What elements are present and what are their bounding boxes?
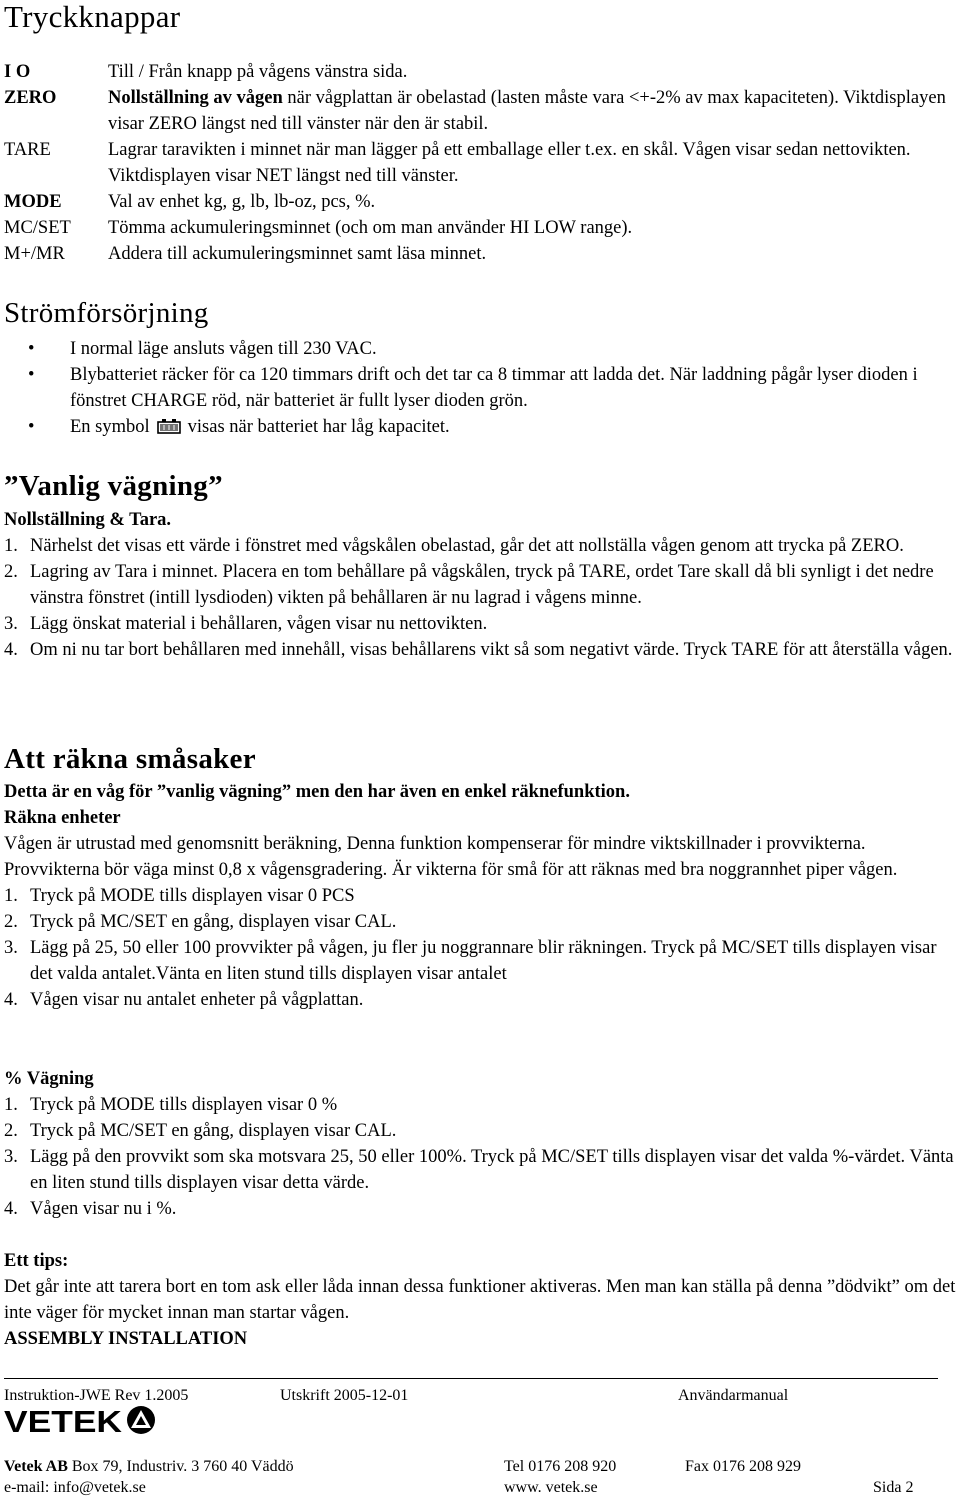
item-text: Lägg på den provvikt som ska motsvara 25, 50 eller 100%. Tryck på MC/SET tills displayen visar det valda %-värdet. Vänta en liten stund tills displayen visar detta värde. xyxy=(30,1147,954,1193)
item-number: 3. xyxy=(4,1147,18,1167)
item-number: 4. xyxy=(4,640,18,660)
list-item xyxy=(4,533,956,559)
weighing-heading: ”Vanlig vägning” xyxy=(4,470,223,502)
item-number: 1. xyxy=(4,886,18,906)
key-desc xyxy=(108,85,954,137)
item-number: 4. xyxy=(4,1199,18,1219)
list-item xyxy=(4,1092,956,1118)
power-list xyxy=(4,336,956,440)
key-name: MODE xyxy=(4,192,62,212)
item-text: Lagring av Tara i minnet. Placera en tom behållare på vågskålen, tryck på TARE, ordet Tare skall då bli synligt i det nedre vänstra fönstret (intill lysdioden) vikten på behållaren är nu lagrad i vågens minne. xyxy=(30,562,934,608)
item-text: Tryck på MODE tills displayen visar 0 % xyxy=(30,1095,338,1115)
bullet-icon: • xyxy=(28,417,35,437)
list-item xyxy=(4,559,956,611)
item-text: Tryck på MC/SET en gång, displayen visar CAL. xyxy=(30,1121,397,1141)
item-number: 2. xyxy=(4,1121,18,1141)
footer-web[interactable]: www. vetek.se xyxy=(504,1479,598,1496)
key-row-mmr xyxy=(4,241,954,267)
list-item-text: I normal läge ansluts vågen till 230 VAC. xyxy=(70,339,377,359)
item-text: Vågen visar nu i %. xyxy=(30,1199,177,1219)
key-name: TARE xyxy=(4,140,51,160)
footer-print: Utskrift 2005-12-01 xyxy=(280,1387,409,1404)
list-item xyxy=(4,637,956,663)
footer-company xyxy=(4,1457,294,1477)
item-number: 3. xyxy=(4,614,18,634)
list-item xyxy=(4,414,956,440)
percent-section xyxy=(4,1066,956,1222)
list-item xyxy=(4,935,956,987)
list-item xyxy=(4,987,956,1013)
item-text: Lägg önskat material i behållaren, vågen visar nu nettovikten. xyxy=(30,614,488,634)
list-item xyxy=(4,1196,956,1222)
power-heading: Strömförsörjning xyxy=(4,297,209,329)
list-item xyxy=(4,883,956,909)
bullet-icon: • xyxy=(28,339,35,359)
item-text: Om ni nu tar bort behållaren med innehåll, visas behållarens vikt så som negativt värde. Tryck TARE för att återställa vågen. xyxy=(30,640,953,660)
list-item xyxy=(4,611,956,637)
assembly-heading: ASSEMBLY INSTALLATION xyxy=(4,1329,248,1349)
footer-email[interactable]: e-mail: info@vetek.se xyxy=(4,1479,146,1496)
key-desc: Addera till ackumuleringsminnet samt läsa minnet. xyxy=(108,244,487,264)
button-list xyxy=(4,59,954,267)
footer-tel: Tel 0176 208 920 xyxy=(504,1458,617,1475)
battery-low-icon xyxy=(156,418,182,434)
list-item xyxy=(4,1118,956,1144)
key-row-io xyxy=(4,59,954,85)
footer-doc: Instruktion-JWE Rev 1.2005 xyxy=(4,1387,189,1404)
key-row-mode xyxy=(4,189,954,215)
tips-heading: Ett tips: xyxy=(4,1251,69,1271)
key-row-zero xyxy=(4,85,954,137)
key-desc-bold: Nollställning av vågen xyxy=(108,88,283,108)
key-name: M+/MR xyxy=(4,244,65,264)
list-item xyxy=(4,1144,956,1196)
counting-units-text: Vågen är utrustad med genomsnitt beräkning, Denna funktion kompenserar för mindre viktskillnader i provvikterna. Provvikterna bör väga minst 0,8 x vågensgradering. Är vikterna för små för att räknas med bra noggrannhet piper vågen. xyxy=(4,834,898,880)
counting-units-heading: Räkna enheter xyxy=(4,808,121,828)
weighing-subheading: Nollställning & Tara. xyxy=(4,510,172,530)
vetek-logo xyxy=(4,1405,156,1435)
list-item xyxy=(4,909,956,935)
key-desc: Till / Från knapp på vågens vänstra sida. xyxy=(108,62,408,82)
logo-text: VETEK xyxy=(4,1405,123,1435)
weighing-section xyxy=(4,507,956,663)
item-number: 2. xyxy=(4,912,18,932)
counting-heading: Att räkna småsaker xyxy=(4,743,256,775)
footer-manual: Användarmanual xyxy=(678,1387,789,1404)
key-name: MC/SET xyxy=(4,218,71,238)
list-item-text xyxy=(70,414,450,440)
key-desc: Tömma ackumuleringsminnet (och om man använder HI LOW range). xyxy=(108,218,633,238)
footer-divider xyxy=(4,1378,938,1379)
bullet-icon: • xyxy=(28,365,35,385)
list-item xyxy=(4,336,956,362)
item-text: Tryck på MODE tills displayen visar 0 PCS xyxy=(30,886,355,906)
item-text: Lägg på 25, 50 eller 100 provvikter på vågen, ju fler ju noggrannare blir räkningen. Tryck på MC/SET tills displayen visar det valda antalet.Vänta en liten stund tills displayen visar antalet xyxy=(30,938,937,984)
page-title: Tryckknappar xyxy=(4,0,181,34)
tips-text: Det går inte att tarera bort en tom ask eller låda innan dessa funktioner aktiveras. Men man kan ställa på denna ”dödvikt” om det inte väger för mycket innan man startar vågen. xyxy=(4,1277,956,1323)
item-number: 3. xyxy=(4,938,18,958)
key-row-tare xyxy=(4,137,954,189)
item-number: 1. xyxy=(4,1095,18,1115)
key-desc: Val av enhet kg, g, lb, lb-oz, pcs, %. xyxy=(108,192,376,212)
company-address: Box 79, Industriv. 3 760 40 Väddö xyxy=(67,1458,294,1475)
item-number: 1. xyxy=(4,536,18,556)
item-text: Närhelst det visas ett värde i fönstret med vågskålen obelastad, går det att nollställa vågen genom att trycka på ZERO. xyxy=(30,536,904,556)
item-text: Tryck på MC/SET en gång, displayen visar CAL. xyxy=(30,912,397,932)
item-number: 2. xyxy=(4,562,18,582)
key-desc: Lagrar taravikten i minnet när man lägger på ett emballage eller t.ex. en skål. Vågen visar sedan nettovikten. Viktdisplayen visar NET längst ned till vänster. xyxy=(108,140,911,186)
key-name: ZERO xyxy=(4,88,57,108)
footer-page: Sida 2 xyxy=(873,1479,914,1496)
symbol-text-after: visas när batteriet har låg kapacitet. xyxy=(187,417,450,437)
percent-heading: % Vägning xyxy=(4,1069,94,1089)
company-name: Vetek AB xyxy=(4,1458,68,1475)
symbol-text-before: En symbol xyxy=(70,417,150,437)
counting-section xyxy=(4,779,956,1013)
counting-intro: Detta är en våg för ”vanlig vägning” men den har även en enkel räknefunktion. xyxy=(4,782,630,802)
list-item xyxy=(4,362,956,414)
footer-fax: Fax 0176 208 929 xyxy=(685,1458,801,1475)
tips-section xyxy=(4,1248,956,1352)
item-text: Vågen visar nu antalet enheter på vågplattan. xyxy=(30,990,364,1010)
key-desc-rest: när vågplattan är obelastad (lasten måste vara <+-2% av max kapaciteten). Viktdisplayen visar ZERO längst ned till vänster när den är stabil. xyxy=(108,88,946,134)
key-row-mcset xyxy=(4,215,954,241)
key-name: I O xyxy=(4,62,31,82)
item-number: 4. xyxy=(4,990,18,1010)
list-item-text: Blybatteriet räcker för ca 120 timmars drift och det tar ca 8 timmar att ladda det. När laddning pågår lyser dioden i fönstret CHARGE röd, när batteriet är fullt lyser dioden grön. xyxy=(70,365,918,411)
